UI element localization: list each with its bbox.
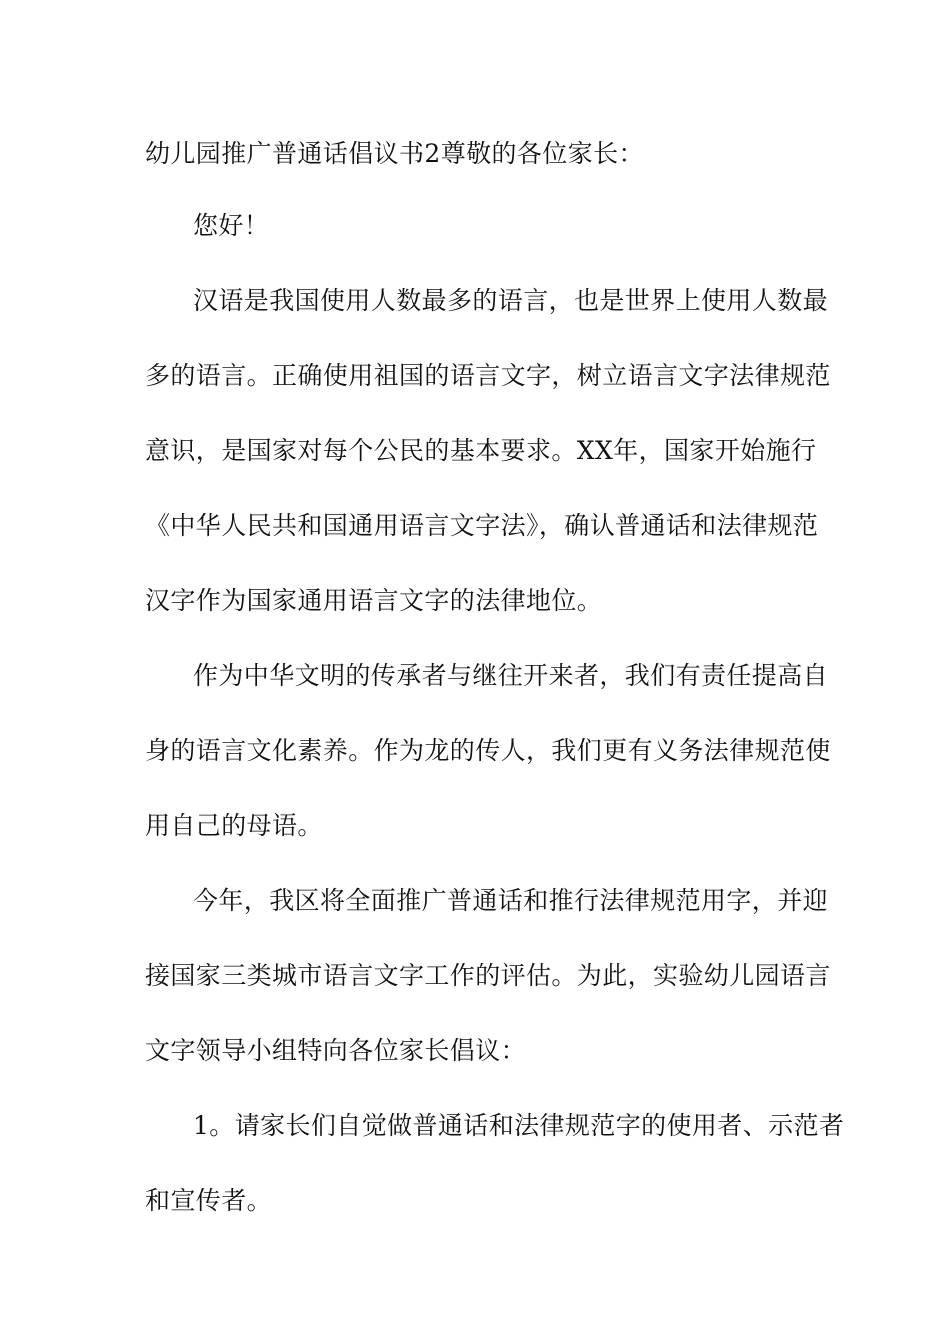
list-item-1-line-2: 和宣传者。 bbox=[145, 1186, 273, 1215]
paragraph-3-line-1: 今年，我区将全面推广普通话和推行法律规范用字，并迎 bbox=[193, 886, 829, 915]
paragraph-1-line-1: 汉语是我国使用人数最多的语言，也是世界上使用人数最 bbox=[193, 286, 829, 315]
greeting-line: 您好！ bbox=[193, 211, 270, 240]
document-title-line: 幼儿园推广普通话倡议书2尊敬的各位家长： bbox=[145, 139, 644, 168]
paragraph-3-line-2: 接国家三类城市语言文字工作的评估。为此，实验幼儿园语言 bbox=[145, 961, 831, 990]
list-item-1-line-1: 1。请家长们自觉做普通话和法律规范字的使用者、示范者 bbox=[193, 1111, 845, 1140]
paragraph-2-line-2: 身的语言文化素养。作为龙的传人，我们更有义务法律规范使 bbox=[145, 736, 831, 765]
paragraph-2-line-3: 用自己的母语。 bbox=[145, 811, 323, 840]
paragraph-1-line-4: 《中华人民共和国通用语言文字法》，确认普通话和法律规范 bbox=[145, 511, 819, 540]
paragraph-1-line-2: 多的语言。正确使用祖国的语言文字，树立语言文字法律规范 bbox=[145, 361, 831, 390]
paragraph-2-line-1: 作为中华文明的传承者与继往开来者，我们有责任提高自 bbox=[193, 661, 829, 690]
paragraph-1-line-3: 意识，是国家对每个公民的基本要求。XX年，国家开始施行 bbox=[145, 436, 817, 465]
paragraph-1-line-5: 汉字作为国家通用语言文字的法律地位。 bbox=[145, 586, 603, 615]
paragraph-3-line-3: 文字领导小组特向各位家长倡议： bbox=[145, 1036, 527, 1065]
